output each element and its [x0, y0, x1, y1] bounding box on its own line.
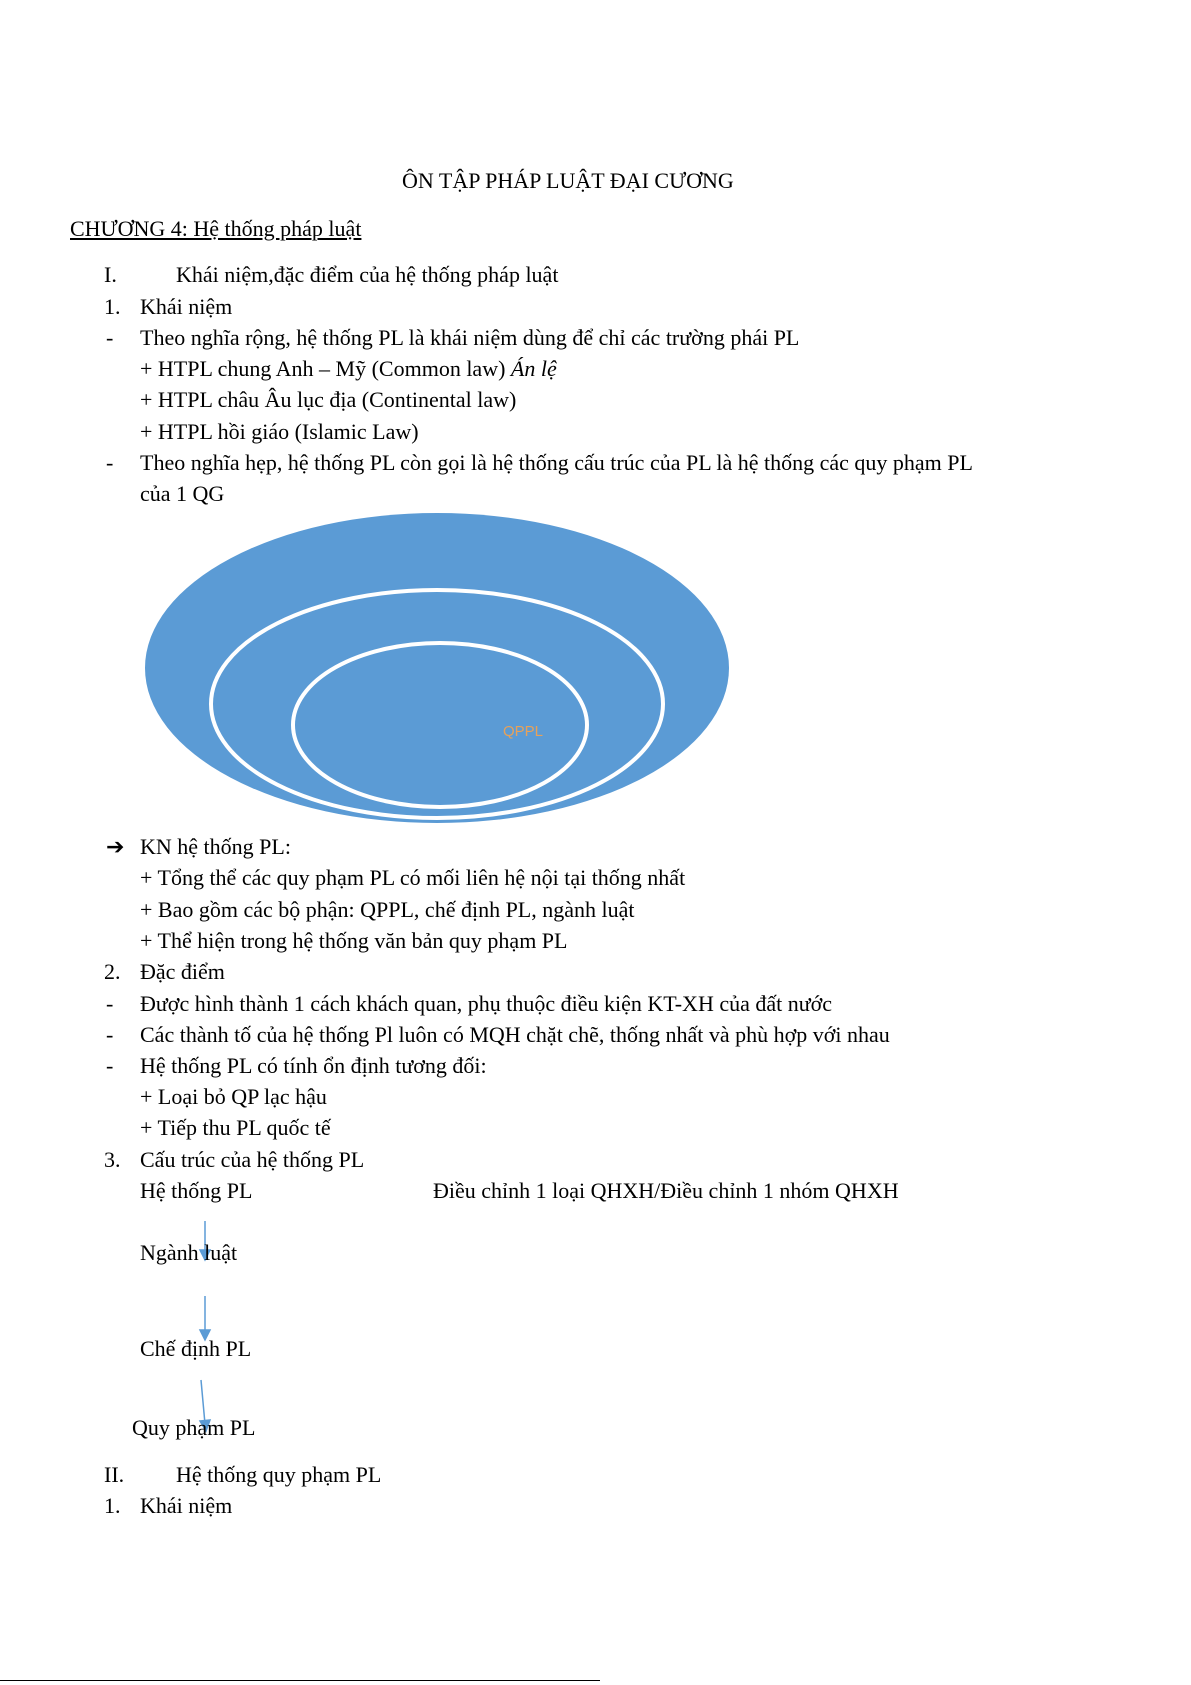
narrow-definition-cont: của 1 QG — [140, 481, 225, 506]
feature-item: Các thành tố của hệ thống Pl luôn có MQH chặt chẽ, thống nhất và phù hợp với nhau — [140, 1022, 890, 1047]
list-number: 1. — [104, 1493, 121, 1518]
dash-bullet: - — [106, 450, 114, 475]
dash-bullet: - — [106, 1022, 114, 1047]
broad-definition: Theo nghĩa rộng, hệ thống PL là khái niệm dùng để chỉ các trường phái PL — [140, 325, 800, 350]
footer-divider — [0, 1680, 600, 1681]
section-number: II. — [104, 1462, 125, 1487]
dash-bullet: - — [106, 325, 114, 350]
list-item: + Tổng thể các quy phạm PL có mối liên hệ nội tại thống nhất — [140, 865, 686, 890]
page-title: ÔN TẬP PHÁP LUẬT ĐẠI CƯƠNG — [402, 168, 734, 193]
subsection-title: Đặc điểm — [140, 959, 225, 984]
list-item: + Bao gồm các bộ phận: QPPL, chế định PL, ngành luật — [140, 897, 635, 922]
list-number: 3. — [104, 1147, 121, 1172]
feature-item: Hệ thống PL có tính ổn định tương đối: — [140, 1053, 487, 1078]
list-item: + Tiếp thu PL quốc tế — [140, 1115, 331, 1140]
structure-level-3: Chế định PL — [140, 1336, 252, 1361]
list-number: 2. — [104, 959, 121, 984]
dash-bullet: - — [106, 991, 114, 1016]
list-item: + HTPL châu Âu lục địa (Continental law) — [140, 387, 517, 412]
ellipse-label: QPPL — [503, 723, 544, 740]
list-item: + Thể hiện trong hệ thống văn bản quy phạm PL — [140, 928, 568, 953]
list-item: + HTPL hồi giáo (Islamic Law) — [140, 419, 419, 444]
structure-level-1: Hệ thống PL — [140, 1178, 253, 1203]
narrow-definition: Theo nghĩa hẹp, hệ thống PL còn gọi là hệ thống cấu trúc của PL là hệ thống các quy phạm PL — [140, 450, 973, 475]
subsection-title: Khái niệm — [140, 294, 233, 319]
subsection-title: Cấu trúc của hệ thống PL — [140, 1147, 365, 1172]
kn-heading: KN hệ thống PL: — [140, 834, 291, 859]
structure-level-4: Quy phạm PL — [132, 1415, 256, 1440]
italic-note: Án lệ — [510, 356, 557, 381]
section-title: Khái niệm,đặc điểm của hệ thống pháp luật — [176, 262, 559, 287]
arrow-bullet-icon: ➔ — [106, 834, 125, 859]
section-number: I. — [104, 262, 117, 287]
list-item: + Loại bỏ QP lạc hậu — [140, 1084, 327, 1109]
list-number: 1. — [104, 294, 121, 319]
dash-bullet: - — [106, 1053, 114, 1078]
section-title: Hệ thống quy phạm PL — [176, 1462, 382, 1487]
structure-note: Điều chỉnh 1 loại QHXH/Điều chỉnh 1 nhóm QHXH — [433, 1178, 899, 1203]
structure-level-2: Ngành luật — [140, 1240, 238, 1265]
feature-item: Được hình thành 1 cách khách quan, phụ thuộc điều kiện KT-XH của đất nước — [140, 991, 833, 1016]
chapter-heading: CHƯƠNG 4: Hệ thống pháp luật — [70, 216, 362, 241]
subsection-title: Khái niệm — [140, 1493, 233, 1518]
list-item-text: + HTPL chung Anh – Mỹ (Common law) — [140, 356, 506, 381]
